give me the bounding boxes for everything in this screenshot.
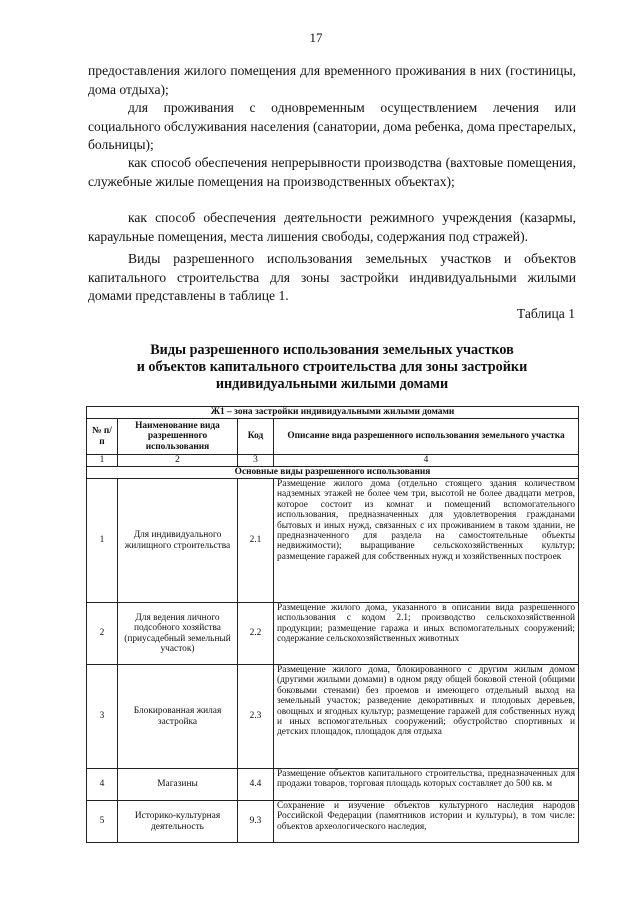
title-line: и объектов капитального строительства для зоны застройки (136, 359, 528, 375)
land-use-table (86, 406, 579, 843)
paragraph: для проживания с одновременным осуществлением лечения или социального обслуживания населения (санатории, дома ребенка, дома престарелых, больницы); (88, 100, 576, 152)
title-line: индивидуальными жилыми домами (215, 376, 449, 392)
table-row (87, 801, 579, 843)
use-name: Для индивидуального жилищного строительства (118, 479, 238, 603)
use-name: Историко-культурная деятельность (118, 801, 238, 843)
use-code: 9.3 (238, 801, 274, 843)
column-number: 4 (274, 455, 579, 467)
title-line: Виды разрешенного использования земельных участков (150, 342, 514, 358)
column-number: 2 (118, 455, 238, 467)
use-name: Магазины (118, 769, 238, 801)
use-code: 2.2 (238, 603, 274, 665)
table-row (87, 665, 579, 769)
use-code: 2.3 (238, 665, 274, 769)
row-number: 3 (87, 665, 118, 769)
use-code: 2.1 (238, 479, 274, 603)
paragraph: предоставления жилого помещения для временного проживания в них (гостиницы, дома отдыха); (88, 63, 576, 97)
use-name: Блокированная жилая застройка (118, 665, 238, 769)
use-description: Размещение объектов капитального строительства, предназначенных для продажи товаров, торговая площадь которых составляет до 500 кв. м (274, 769, 579, 801)
use-description: Размещение жилого дома, блокированного с другим жилым домом (другими жилыми домами) в одном ряду общей боковой стеной (общими боковыми стенами) без проемов и имеющего отдельный выход на земельный участок; разведение декоративных и плодовых деревьев, овощных и ягодных культур; размещение гаражей для собственных нужд и иных вспомогательных сооружений; обустройство спортивных и детских площадок, площадок для отдыха (274, 665, 579, 769)
section-header: Основные виды разрешенного использования (87, 467, 579, 479)
column-header: Код (238, 419, 274, 455)
row-number: 5 (87, 801, 118, 843)
page-number: 17 (309, 30, 323, 45)
paragraph: Виды разрешенного использования земельных участков и объектов капитального строительства для зоны застройки индивидуальными жилыми домами представлены в таблице 1. (88, 251, 576, 303)
column-header: № п/п (87, 419, 118, 455)
use-description: Сохранение и изучение объектов культурного наследия народов Российской Федерации (памятников истории и культуры), в том числе: объектов археологического наследия, (274, 801, 579, 843)
use-name: Для ведения личного подсобного хозяйства (приусадебный земельный участок) (118, 603, 238, 665)
table-row (87, 769, 579, 801)
use-description: Размещение жилого дома (отдельно стоящего здания количеством надземных этажей не более чем три, высотой не более двадцати метров, которое состоит из комнат и помещений вспомогательного использования, предназначенных для удовлетворения гражданами бытовых и иных нужд, связанных с их проживанием в таком здании, не предназначенного для раздела на самостоятельные объекты недвижимости); выращивание сельскохозяйственных культур; размещение гаражей для собственных нужд и хозяйственных построек (274, 479, 579, 603)
use-code: 4.4 (238, 769, 274, 801)
table-row (87, 479, 579, 603)
row-number: 4 (87, 769, 118, 801)
paragraph: как способ обеспечения непрерывности производства (вахтовые помещения, служебные жилые помещения на производственных объектах); (88, 155, 576, 189)
paragraph: как способ обеспечения деятельности режимного учреждения (казармы, караульные помещения, места лишения свободы, содержания под стражей). (88, 210, 576, 244)
use-description: Размещение жилого дома, указанного в описании вида разрешенного использования с кодом 2.1; производство сельскохозяйственной продукции; размещение гаража и иных вспомогательных сооружений; содержание сельскохозяйственных животных (274, 603, 579, 665)
column-header: Описание вида разрешенного использования земельного участка (274, 419, 579, 455)
column-number: 1 (87, 455, 118, 467)
column-header: Наименование вида разрешенного использования (118, 419, 238, 455)
column-number: 3 (238, 455, 274, 467)
table-row (87, 603, 579, 665)
row-number: 1 (87, 479, 118, 603)
zone-header: Ж1 – зона застройки индивидуальными жилыми домами (87, 407, 579, 419)
table-title (88, 342, 576, 393)
row-number: 2 (87, 603, 118, 665)
table-label: Таблица 1 (516, 306, 575, 321)
